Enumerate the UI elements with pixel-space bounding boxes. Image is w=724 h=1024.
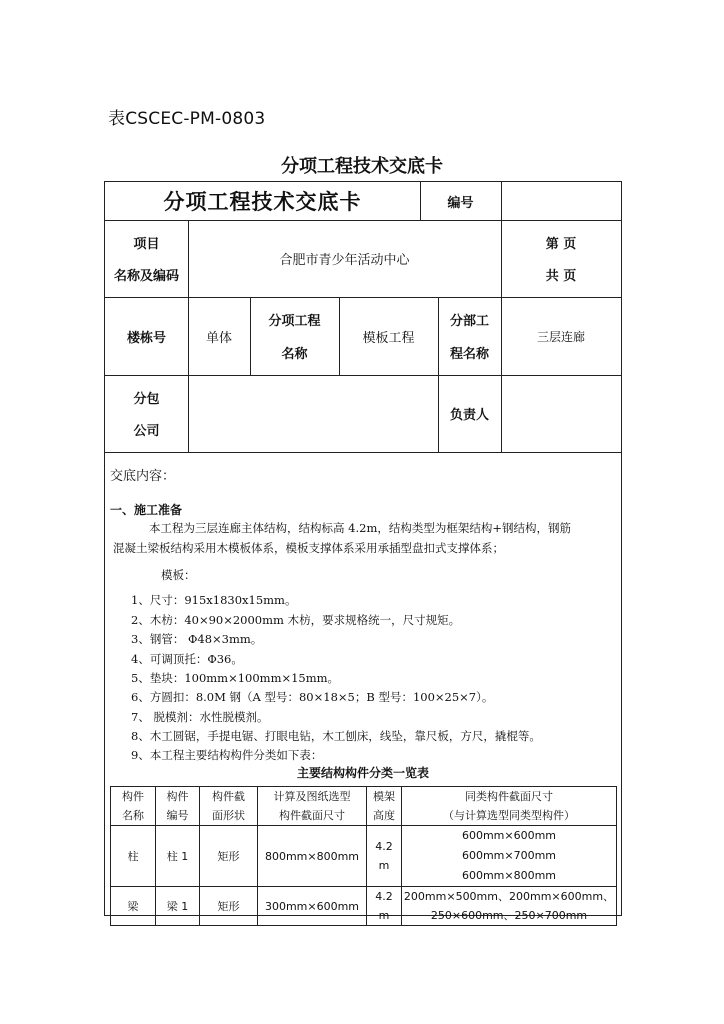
header-cell: 构件 编号 — [156, 787, 200, 826]
component-size: 300mm×600mm — [258, 887, 367, 926]
subitem-label-line2: 名称 — [281, 347, 308, 362]
page-count — [501, 220, 621, 297]
division-value[interactable]: 三层连廊 — [536, 329, 585, 344]
project-name[interactable]: 合肥市青少年活动中心 — [279, 253, 410, 268]
component-shape: 矩形 — [200, 826, 258, 887]
list-item: 8、木工圆锯，手提电锯、打眼电钻，木工刨床，线坠，靠尺板，方尺，撬棍等。 — [131, 729, 541, 743]
component-code: 梁 1 — [156, 887, 200, 926]
intro-line-2: 混凝土梁板结构采用木模板体系，模板支撑体系采用承插型盘扣式支撑体系； — [113, 541, 504, 555]
row-divider — [105, 452, 621, 453]
list-item: 9、本工程主要结构构件分类如下表： — [131, 748, 323, 762]
responsible-value[interactable] — [501, 375, 621, 452]
subcontract-label-line2: 公司 — [133, 424, 160, 440]
subcontract-label — [105, 375, 188, 452]
list-item: 4、可调顶托：Φ36。 — [131, 652, 243, 666]
component-table — [110, 786, 617, 926]
page-total-label: 共 页 — [545, 269, 577, 285]
header-cell: 同类构件截面尺寸 （与计算选型同类型构件） — [402, 787, 617, 826]
building-label: 楼栋号 — [126, 330, 166, 346]
component-table-title: 主要结构构件分类一览表 — [296, 766, 429, 780]
component-height: 4.2 m — [367, 826, 402, 887]
form-number: 表CSCEC-PM-0803 — [108, 109, 266, 129]
list-item: 3、钢管： Φ48×3mm。 — [131, 632, 263, 646]
list-item: 7、 脱模剂：水性脱模剂。 — [131, 710, 269, 724]
number-label: 编号 — [447, 195, 474, 211]
number-value[interactable] — [501, 182, 621, 220]
header-cell: 构件截 面形状 — [200, 787, 258, 826]
header-cell: 构件 名称 — [111, 787, 156, 826]
project-label-line1: 项目 — [133, 236, 160, 252]
table-header-row — [111, 787, 617, 826]
disclosure-form — [104, 181, 622, 922]
section-title: 一、施工准备 — [110, 503, 183, 517]
component-shape: 矩形 — [200, 887, 258, 926]
component-name: 梁 — [111, 887, 156, 926]
page-number-label: 第 页 — [545, 236, 577, 252]
project-label — [105, 220, 188, 297]
table-row — [111, 826, 617, 887]
subitem-value[interactable]: 模板工程 — [362, 330, 415, 346]
division-label — [438, 297, 501, 375]
component-name: 柱 — [111, 826, 156, 887]
header-cell: 计算及图纸选型 构件截面尺寸 — [258, 787, 367, 826]
header-cell: 模架 高度 — [367, 787, 402, 826]
subitem-label-line1: 分项工程 — [268, 314, 321, 329]
list-item: 2、木枋：40×90×2000mm 木枋，要求规格统一，尺寸规矩。 — [131, 613, 461, 627]
building-value[interactable]: 单体 — [205, 330, 232, 346]
project-label-line2: 名称及编码 — [113, 269, 179, 285]
list-item: 1、尺寸：915x1830x15mm。 — [131, 593, 297, 607]
division-label-line2: 程名称 — [449, 347, 489, 362]
table-title: 分项工程技术交底卡 — [163, 190, 362, 214]
list-item: 5、垫块：100mm×100mm×15mm。 — [131, 671, 340, 685]
template-label: 模板： — [161, 568, 196, 582]
responsible-label: 负责人 — [449, 408, 489, 423]
component-size: 800mm×800mm — [258, 826, 367, 887]
division-label-line1: 分部工 — [449, 314, 489, 329]
document-title: 分项工程技术交底卡 — [281, 156, 443, 177]
subcontract-label-line1: 分包 — [133, 391, 160, 407]
intro-line-1: 本工程为三层连廊主体结构，结构标高 4.2m，结构类型为框架结构+钢结构，钢筋 — [149, 521, 571, 535]
component-height: 4.2 m — [367, 887, 402, 926]
subcontract-value[interactable] — [188, 375, 438, 452]
content-heading: 交底内容： — [110, 469, 176, 484]
component-similar-sizes: 600mm×600mm 600mm×700mm 600mm×800mm — [402, 826, 617, 887]
list-item: 6、方圆扣：8.0M 钢（A 型号：80×18×5；B 型号：100×25×7）。 — [131, 690, 494, 704]
subitem-label — [250, 297, 339, 375]
table-row — [111, 887, 617, 926]
component-similar-sizes: 200mm×500mm、200mm×600mm、 250×600mm、250×700mm — [402, 887, 617, 926]
component-code: 柱 1 — [156, 826, 200, 887]
